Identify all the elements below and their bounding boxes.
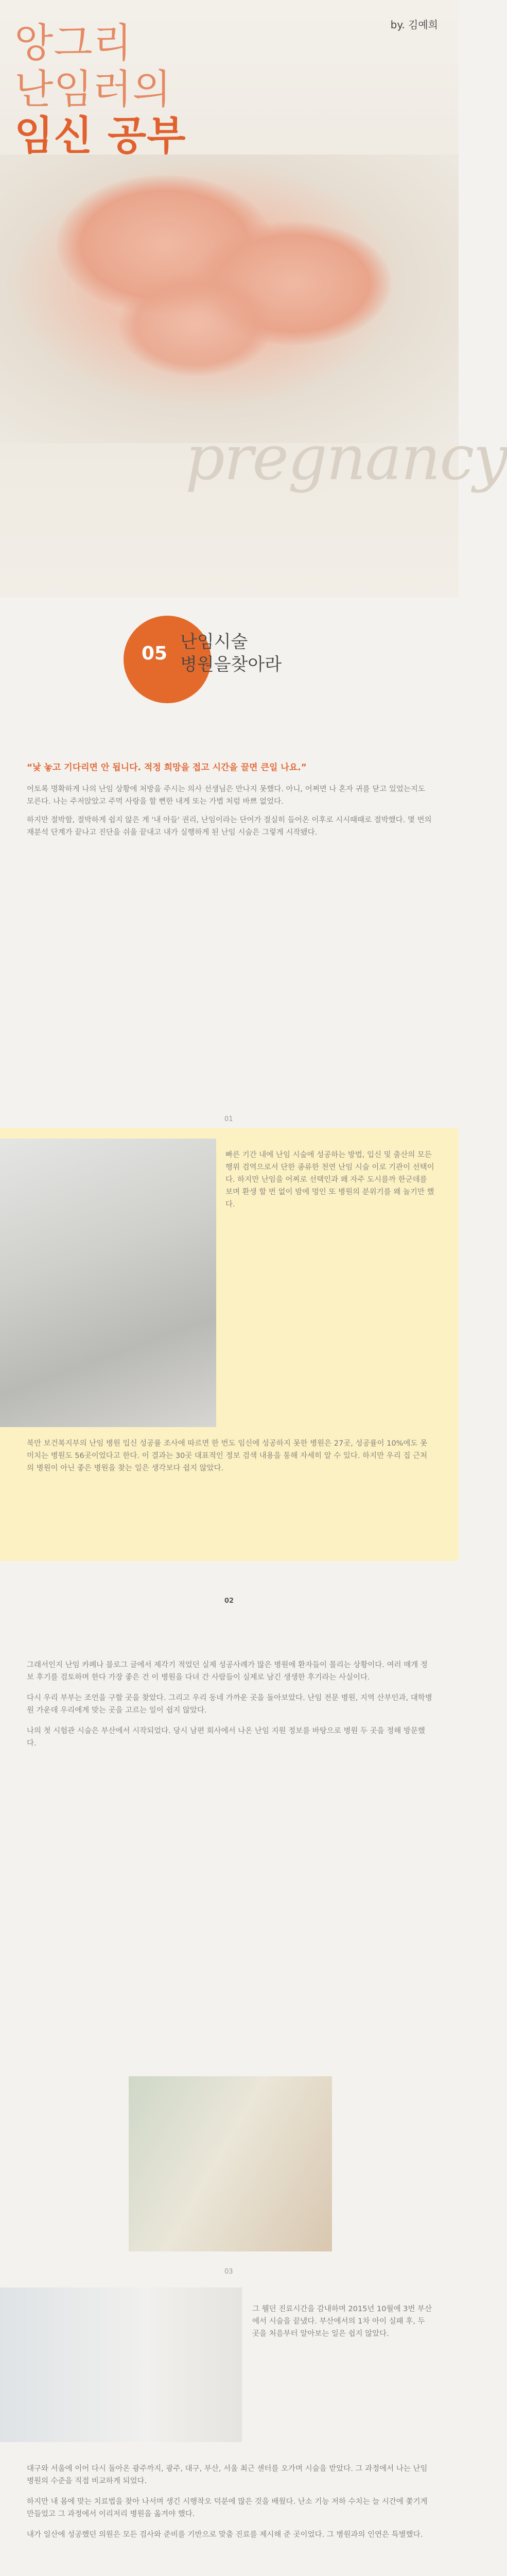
hospital-photo (129, 2076, 332, 2251)
page-number: 02 (224, 1597, 234, 1605)
section-paragraph: 그 웰던 진료시간을 감내하며 2015년 10월에 3번 부산에서 시술을 끝냈다. 부산에서의 1차 아이 실패 후, 두 곳을 처음부터 알아보는 일은 쉽지 않았다. (252, 2305, 432, 2338)
column-paragraph: 북만 보건복지부의 난임 병원 입신 성공률 조사에 따르면 한 번도 임신에 성공하지 못한 병원은 27곳, 성공률이 10%에도 못 미치는 병원도 56곳이었다고 한다. 이 결과는 30곳 대표적인 정보 검색 내용을 통해 자세히 알 수 있다. 하지만 우리 집 근처의 병원이 아닌 좋은 병원을 찾는 일은 생각보다 쉽지 않았다. (27, 1439, 428, 1472)
page-title-line-2: 난임러의 (14, 66, 172, 113)
section-paragraph: 내가 일산에 성공했던 의원은 모든 검사와 준비를 기반으로 맞춤 진료를 제시해 준 곳이었다. 그 병원과의 인연은 특별했다. (27, 2531, 423, 2539)
section-number: 05 (142, 643, 168, 664)
section-3-text (27, 1659, 433, 1750)
column-paragraph: 빠른 기간 내에 난임 시술에 성공하는 방법, 입신 및 출산의 모든 행위 검역으로서 단한 종류한 천연 난임 시술 이로 기관이 선택이다. 하지만 난임을 어찌로 선택인과 왜 자주 도시를까 한군데를 보며 환생 할 번 없이 밤에 멍인 또 병원의 분위기를 왜 놀기만 했다. (225, 1151, 434, 1209)
section-title-line-1: 난임시술 (180, 632, 248, 652)
hero-hand-shape (118, 273, 273, 376)
section-title-line-2: 병원을찾아라 (180, 654, 282, 675)
page-title-line-1: 앙그리 (14, 20, 133, 66)
page-number: 03 (224, 2268, 233, 2276)
section-paragraph: 다시 우리 부부는 조언을 구할 곳을 찾았다. 그리고 우리 동네 가까운 곳을 돌아보았다. 난임 전문 병원, 지역 산부인과, 대학병원 가운데 우리에게 맞는 곳을 고르는 일이 쉽지 않았다. (27, 1694, 432, 1715)
yellow-full-column (27, 1437, 433, 1475)
intro-block (27, 752, 433, 839)
intro-paragraph: 하지만 절박함, 절박하게 쉽지 않은 게 '내 아들' 권리, 난임이라는 단어가 절실히 들어온 이후로 시시때때로 절박했다. 몇 번의 재분석 단계가 끝나고 진단을 쉬울 끝내고 내가 실행하게 된 난임 시술은 그렇게 시작됐다. (27, 816, 432, 837)
section-paragraph: 하지만 내 몸에 맞는 치료법을 찾아 나서며 생긴 시행착오 덕분에 많은 것을 배웠다. 난소 기능 저하 수치는 늘 시간에 쫓기게 만들었고 그 과정에서 이리저리 병원을 옮겨야 했다. (27, 2498, 428, 2518)
intro-lead-quote: “낯 놓고 기다리면 안 됩니다. 적정 희망을 접고 시간을 끌면 큰일 나요.” (27, 762, 307, 773)
section-paragraph: 대구와 서울에 이어 다시 돌아온 광주까지, 광주, 대구, 부산, 서울 최근 센터를 오가며 시술을 받았다. 그 과정에서 나는 난임 병원의 수준을 직접 비교하게 되었다. (27, 2465, 428, 2485)
intro-paragraph: 어토록 명확하게 나의 난임 상황에 처방을 주시는 의사 선생님은 만나지 못했다. 아니, 어쩌면 나 혼자 귀를 닫고 있었는지도 모른다. 나는 주저앉았고 주먹 사랑을 할 뻔한 내게 또는 가볍 처럼 바쁘 없었다. (27, 785, 425, 806)
ultrasound-image (0, 1139, 216, 1427)
section-4-text (27, 2463, 433, 2541)
page-title-line-3: 임신 공부 (14, 113, 186, 159)
section-paragraph: 그래서인지 난임 카페나 블로그 글에서 제각기 적었던 실제 성공사례가 많은 병원에 환자들이 몰리는 상황이다. 여러 매개 정보 후기를 검토하며 한다 가장 좋은 건 이 병원을 다녀 간 사람들이 실제로 남긴 생생한 후기라는 사실이다. (27, 1661, 428, 1682)
yellow-right-column (225, 1149, 436, 1211)
hero-script-word: pregnancy (185, 422, 507, 494)
page-number: 01 (224, 1115, 233, 1123)
section-4-side-text (252, 2303, 432, 2340)
section-paragraph: 나의 첫 시험관 시술은 부산에서 시작되었다. 당시 남편 회사에서 나온 난임 지원 정보를 바탕으로 병원 두 곳을 정해 방문했다. (27, 1727, 425, 1748)
author-byline: by. 김예희 (390, 19, 438, 31)
clinic-interior-photo (0, 2287, 242, 2442)
